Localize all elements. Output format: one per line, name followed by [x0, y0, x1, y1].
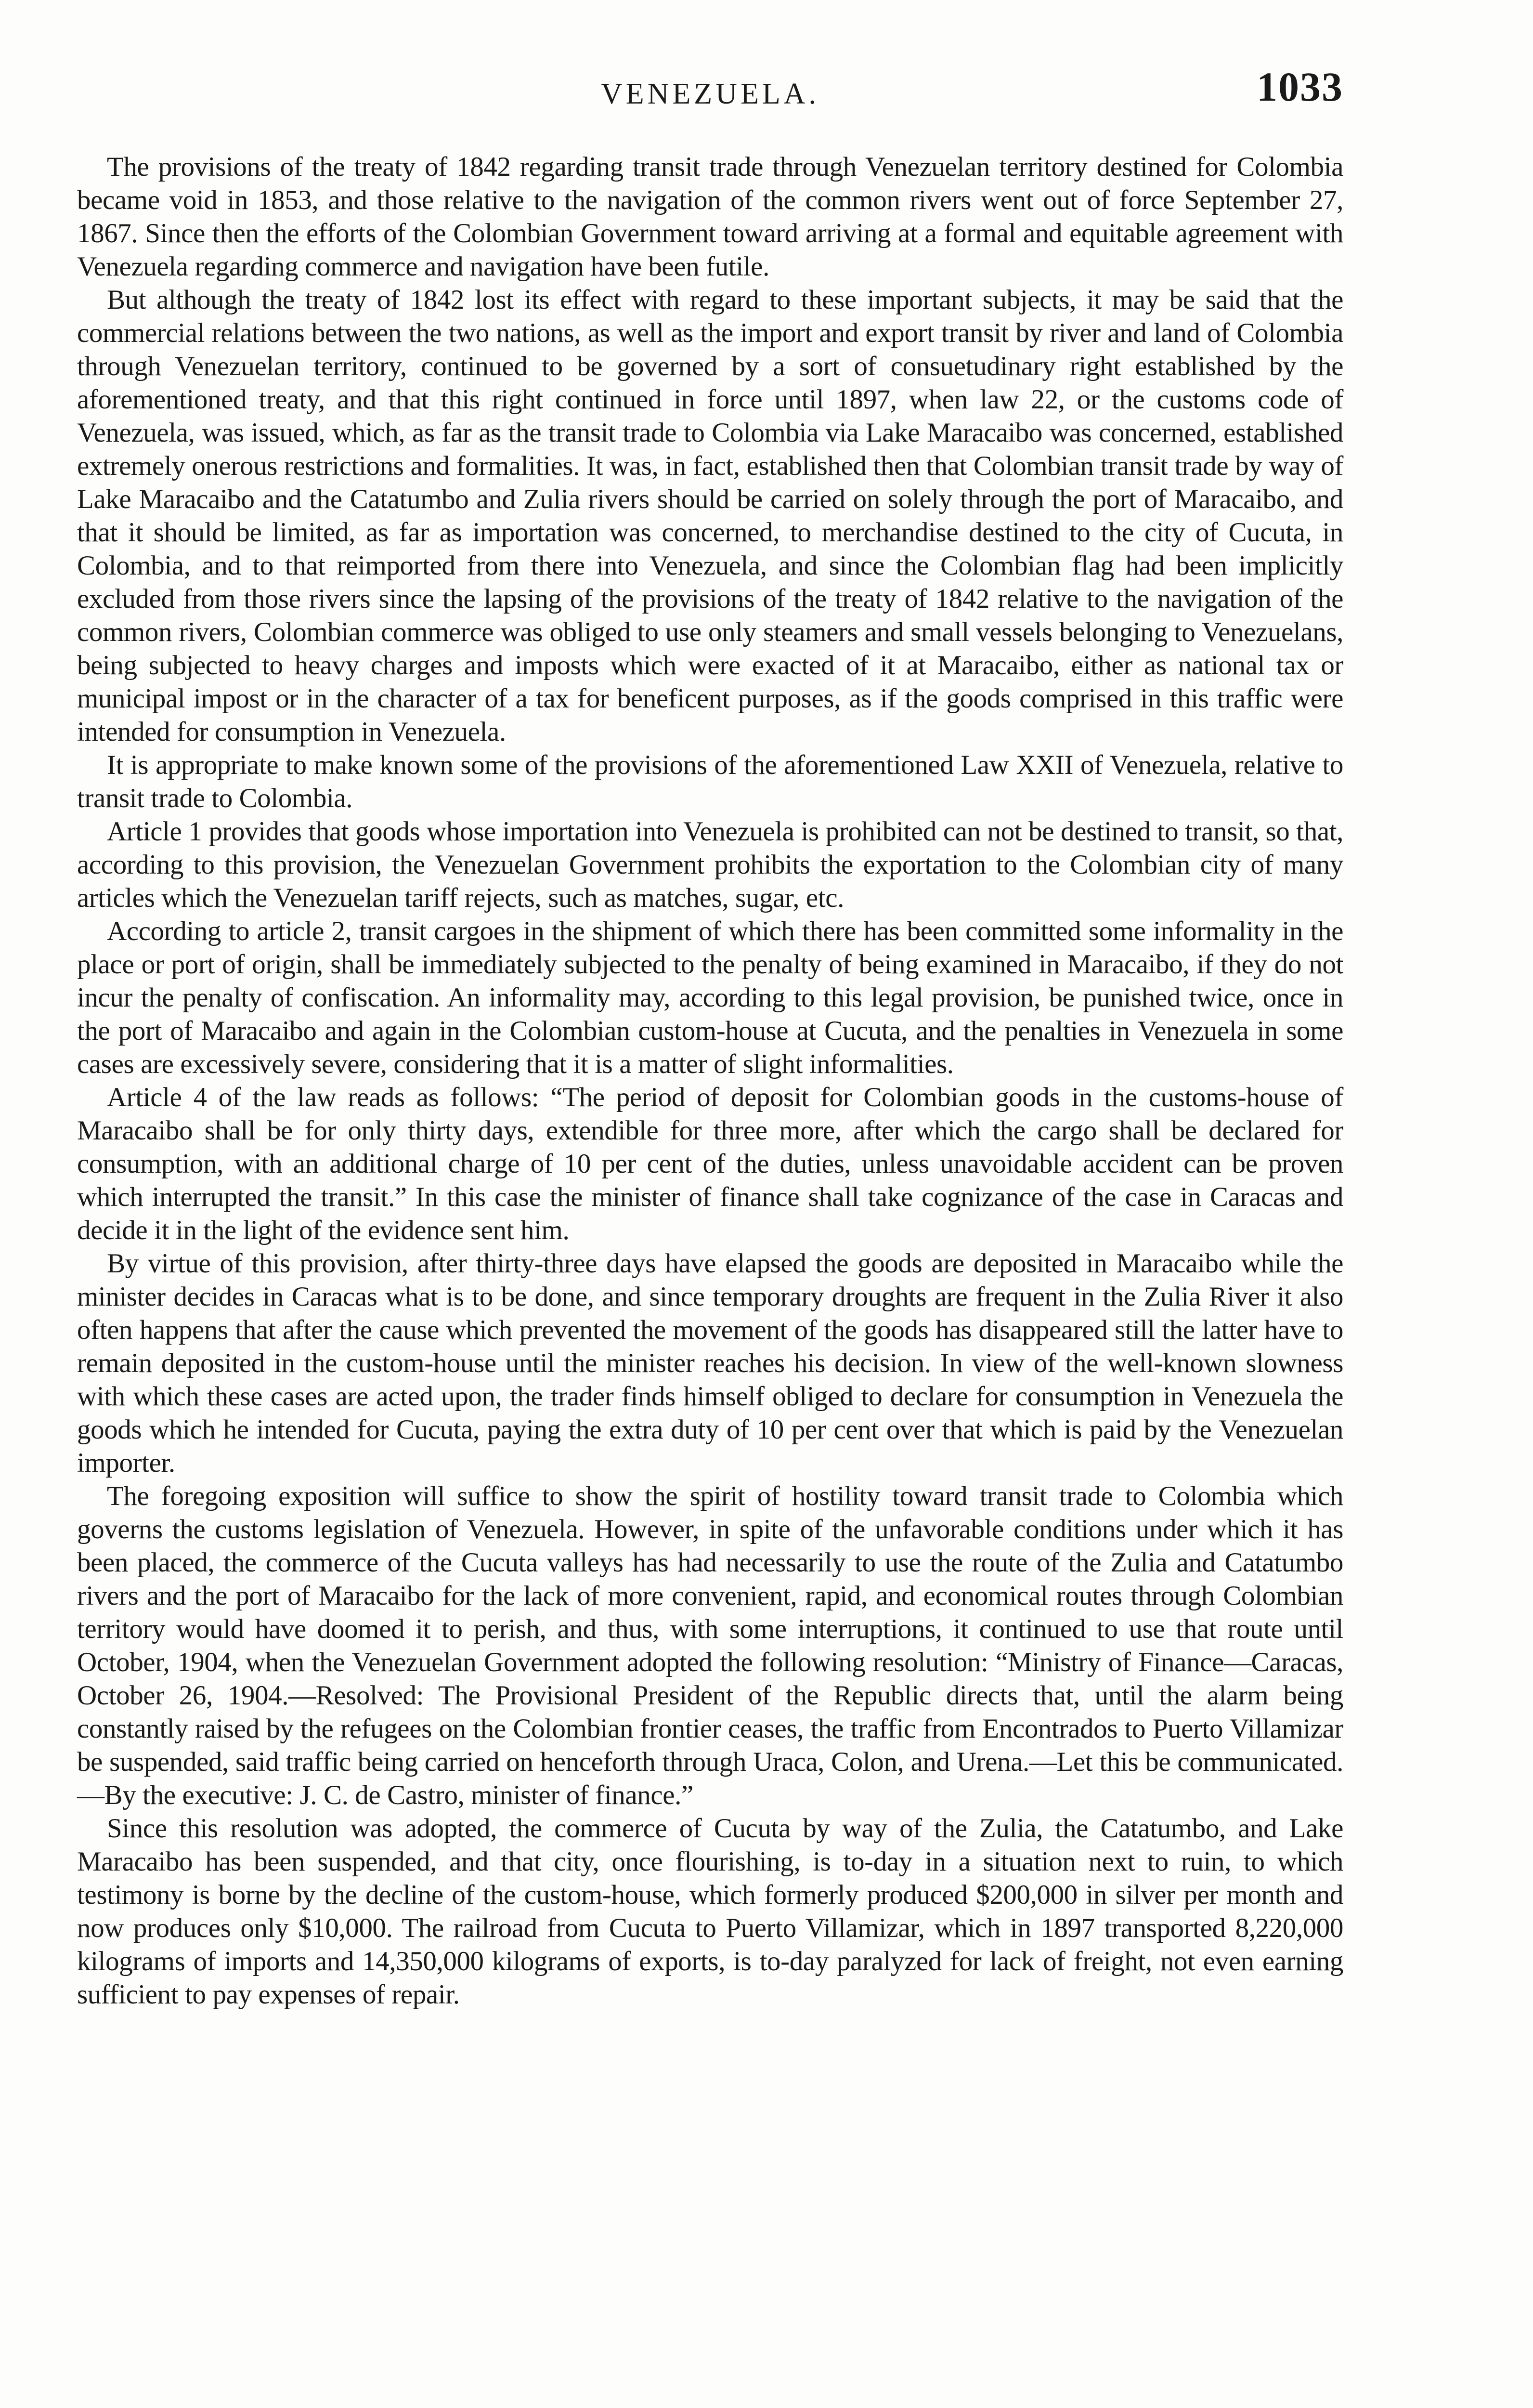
paragraph-article-4: Article 4 of the law reads as follows: “The period of deposit for Colombian goods in the customs-house of Maracaibo shall be for only thirty days, extendible for three more, after which the cargo shall be declared for consumption, with an additional charge of 10 per cent of the duties, unless unavoidable accident can be proven which interrupted the transit.” In this case the minister of finance shall take cognizance of the case in Caracas and decide it in the light of the evidence sent him. [77, 1082, 1343, 1245]
paragraph-treaty-1842: The provisions of the treaty of 1842 regarding transit trade through Venezuelan territory destined for Colombia became void in 1853, and those relative to the navigation of the common rivers went out of force September 27, 1867. Since then the efforts of the Colombian Government toward arriving at a formal and equitable agreement with Venezuela regarding commerce and navigation have been futile. [77, 152, 1343, 282]
paragraph-resolution-1904: The foregoing exposition will suffice to show the spirit of hostility toward transit trade to Colombia which governs the customs legislation of Venezuela. However, in spite of the unfavorable conditions under which it has been placed, the commerce of the Cucuta valleys has had necessarily to use the route of the Zulia and Catatumbo rivers and the port of Maracaibo for the lack of more convenient, rapid, and economical routes through Colombian territory would have doomed it to perish, and thus, with some interruptions, it continued to use that route until October, 1904, when the Venezuelan Government adopted the following resolution: “Ministry of Finance—Caracas, October 26, 1904.—Resolved: The Provisional President of the Republic directs that, until the alarm being constantly raised by the refugees on the Colombian frontier ceases, the traffic from Encontrados to Puerto Villamizar be suspended, said traffic being carried on henceforth through Uraca, Colon, and Urena.—Let this be communicated.—By the executive: J. C. de Castro, minister of finance.” [77, 1481, 1343, 1810]
page-header [77, 58, 1343, 116]
body-text [77, 150, 1343, 2011]
paragraph-article-2: According to article 2, transit cargoes in the shipment of which there has been committed some informality in the place or port of origin, shall be immediately subjected to the penalty of being examined in Maracaibo, if they do not incur the penalty of confiscation. An informality may, according to this legal provision, be punished twice, once in the port of Maracaibo and again in the Colombian custom-house at Cucuta, and the penalties in Venezuela in some cases are excessively severe, considering that it is a matter of slight informalities. [77, 916, 1343, 1079]
paragraph-consuetudinary-right: But although the treaty of 1842 lost its effect with regard to these important subjects, it may be said that the commercial relations between the two nations, as well as the import and export transit by river and land of Colombia through Venezuelan territory, continued to be governed by a sort of consuetudinary right established by the aforementioned treaty, and that this right continued in force until 1897, when law 22, or the customs code of Venezuela, was issued, which, as far as the transit trade to Colombia via Lake Maracaibo was concerned, established extremely onerous restrictions and formalities. It was, in fact, established then that Colombian transit trade by way of Lake Maracaibo and the Catatumbo and Zulia rivers should be carried on solely through the port of Maracaibo, and that it should be limited, as far as importation was concerned, to merchandise destined to the city of Cucuta, in Colombia, and to that reimported from there into Venezuela, and since the Colombian flag had been implicitly excluded from those rivers since the lapsing of the provisions of the treaty of 1842 relative to the navigation of the common rivers, Colombian commerce was obliged to use only steamers and small vessels belonging to Venezuelans, being subjected to heavy charges and imposts which were exacted of it at Maracaibo, either as national tax or municipal impost or in the character of a tax for beneficent purposes, as if the goods comprised in this traffic were intended for consumption in Venezuela. [77, 285, 1343, 747]
page-number: 1033 [1257, 64, 1343, 110]
paragraph-article-1: Article 1 provides that goods whose importation into Venezuela is prohibited can not be destined to transit, so that, according to this provision, the Venezuelan Government prohibits the exportation to the Colombian city of many articles which the Venezuelan tariff rejects, such as matches, sugar, etc. [77, 816, 1343, 913]
paragraph-cucuta-decline: Since this resolution was adopted, the commerce of Cucuta by way of the Zulia, the Catatumbo, and Lake Maracaibo has been suspended, and that city, once flourishing, is to-day in a situation next to ruin, to which testimony is borne by the decline of the custom-house, which formerly produced $200,000 in silver per month and now produces only $10,000. The railroad from Cucuta to Puerto Villamizar, which in 1897 transported 8,220,000 kilograms of imports and 14,350,000 kilograms of exports, is to-day paralyzed for lack of freight, not even earning sufficient to pay expenses of repair. [77, 1813, 1343, 2010]
paragraph-deposit-provision: By virtue of this provision, after thirty-three days have elapsed the goods are deposited in Maracaibo while the minister decides in Caracas what is to be done, and since temporary droughts are frequent in the Zulia River it also often happens that after the cause which prevented the movement of the goods has disappeared still the latter have to remain deposited in the custom-house until the minister reaches his decision. In view of the well-known slowness with which these cases are acted upon, the trader finds himself obliged to declare for consumption in Venezuela the goods which he intended for Cucuta, paying the extra duty of 10 per cent over that which is paid by the Venezuelan importer. [77, 1248, 1343, 1478]
running-head: VENEZUELA. [601, 78, 819, 110]
paragraph-law-xxii: It is appropriate to make known some of the provisions of the aforementioned Law XXII of Venezuela, relative to transit trade to Colombia. [77, 750, 1343, 813]
